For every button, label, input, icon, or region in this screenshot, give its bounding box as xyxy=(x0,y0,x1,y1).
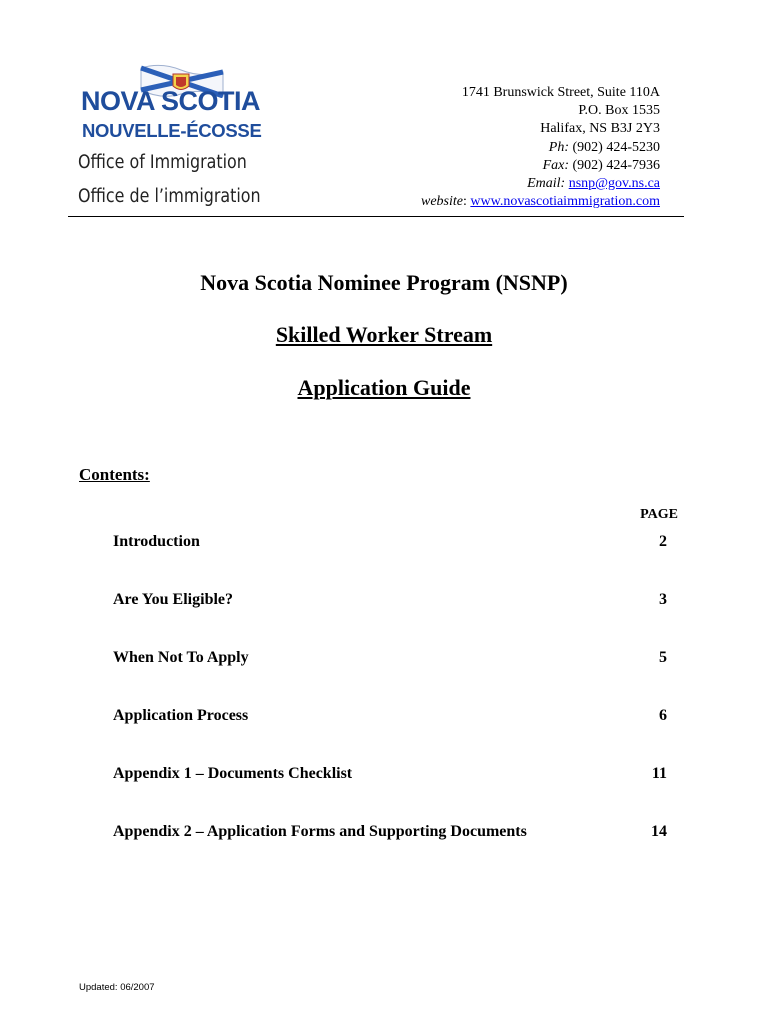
toc-item-application-process xyxy=(113,707,667,727)
toc-item-label: Appendix 1 – Documents Checklist xyxy=(113,765,353,782)
logo-office-de-limmigration: Office de l’immigration xyxy=(78,186,261,207)
page-column-header: PAGE xyxy=(640,507,678,522)
toc-item-page: 5 xyxy=(659,649,667,666)
program-title: Nova Scotia Nominee Program (NSNP) xyxy=(200,270,568,295)
address-po-box: P.O. Box 1535 xyxy=(578,103,660,119)
address-street: 1741 Brunswick Street, Suite 110A xyxy=(461,85,660,100)
toc-item-appendix-2 xyxy=(113,823,667,843)
header-divider xyxy=(68,216,684,217)
address-email xyxy=(421,175,660,193)
contents-heading: Contents: xyxy=(79,465,150,484)
logo-nova-scotia: NOVA SCOTIA xyxy=(81,86,261,116)
toc-item-eligible xyxy=(113,591,667,611)
stream-title xyxy=(0,322,768,348)
contact-address-block xyxy=(421,84,660,211)
guide-title xyxy=(0,375,768,401)
fax-number: (902) 424-7936 xyxy=(572,157,660,173)
toc-item-when-not-to-apply xyxy=(113,649,667,669)
toc-item-label: When Not To Apply xyxy=(113,649,249,666)
logo-office-of-immigration: Office of Immigration xyxy=(78,152,247,173)
fax-label: Fax: xyxy=(542,157,569,173)
address-city: Halifax, NS B3J 2Y3 xyxy=(540,121,660,137)
guide-title-text: Application Guide xyxy=(297,375,471,400)
toc-item-page: 11 xyxy=(651,765,667,782)
email-label: Email: xyxy=(527,176,566,192)
toc-item-introduction xyxy=(113,533,667,553)
toc-item-page: 6 xyxy=(659,707,667,724)
toc-item-page: 3 xyxy=(659,591,667,608)
address-fax xyxy=(421,157,660,175)
phone-label: Ph: xyxy=(548,139,569,155)
toc-item-label: Introduction xyxy=(113,533,200,550)
address-website: website: www.novascotiaimmigration.com xyxy=(421,194,660,210)
email-link[interactable]: nsnp@gov.ns.ca xyxy=(568,176,660,192)
toc-item-label: Application Process xyxy=(113,707,249,724)
toc-item-label: Appendix 2 – Application Forms and Supporting Documents xyxy=(113,823,527,840)
nova-scotia-logo xyxy=(76,62,276,212)
toc-item-appendix-1 xyxy=(113,765,667,785)
address-phone xyxy=(421,139,660,157)
toc-item-label: Are You Eligible? xyxy=(113,591,234,608)
stream-title-text: Skilled Worker Stream xyxy=(275,322,493,347)
phone-number: (902) 424-5230 xyxy=(572,139,660,155)
updated-date: Updated: 06/2007 xyxy=(79,982,155,993)
toc-item-page: 2 xyxy=(659,533,667,550)
website-label: website xyxy=(421,194,463,210)
toc-item-page: 14 xyxy=(651,823,667,840)
logo-nouvelle-ecosse: NOUVELLE-ÉCOSSE xyxy=(82,120,262,141)
website-link[interactable]: www.novascotiaimmigration.com xyxy=(470,194,660,210)
